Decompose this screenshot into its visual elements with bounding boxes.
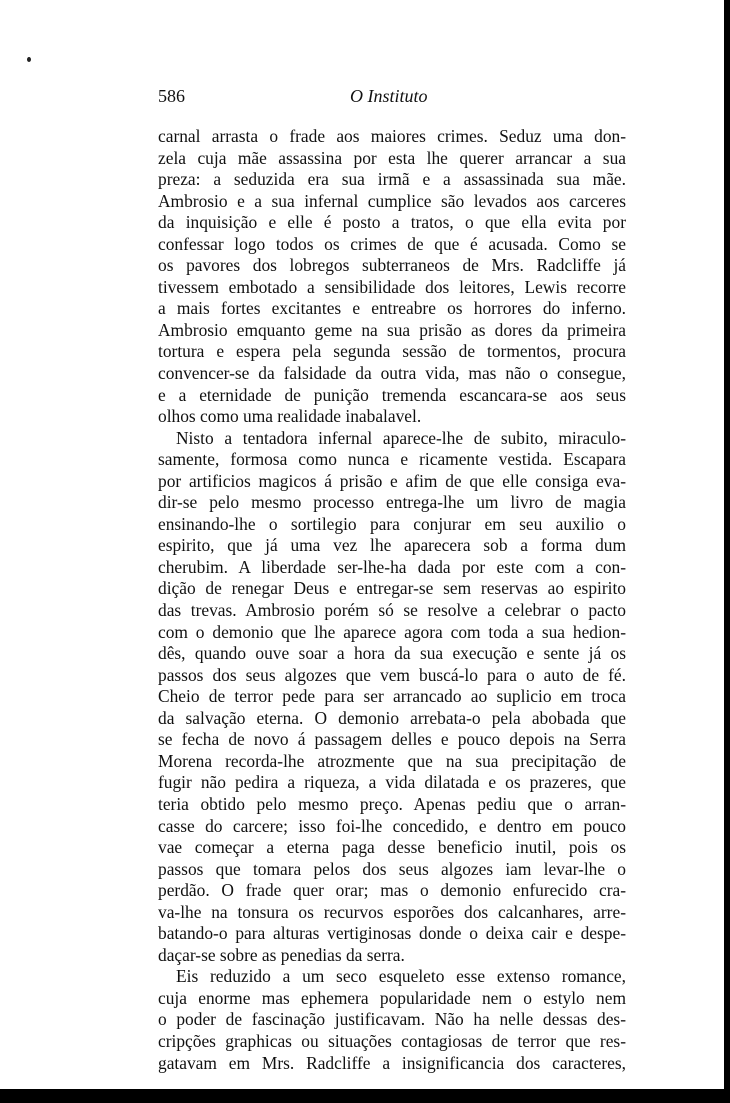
text-line: cuja enorme mas ephemera popularidade nem o estylo nem	[158, 987, 626, 1008]
text-line: zela cuja mãe assassina por esta lhe querer arrancar a sua	[158, 147, 626, 168]
text-line: cherubim. A liberdade ser-lhe-ha dada por este com a con-	[158, 556, 626, 577]
text-line: dês, quando ouve soar a hora da sua execução e sente já os	[158, 643, 626, 664]
text-line: ensinando-lhe o sortilegio para conjurar em seu auxilio o	[158, 513, 626, 534]
text-line: Cheio de terror pede para ser arrancado ao suplicio em troca	[158, 686, 626, 707]
text-line: teria obtido pelo mesmo preço. Apenas pediu que o arran-	[158, 793, 626, 814]
text-line: samente, formosa como nunca e ricamente vestida. Escapara	[158, 449, 626, 470]
body-text	[158, 126, 626, 1074]
text-line: va-lhe na tonsura os recurvos esporões dos calcanhares, arre-	[158, 901, 626, 922]
text-line: a mais fortes excitantes e entreabre os horrores do inferno.	[158, 298, 626, 319]
page-header	[158, 86, 626, 112]
text-line: tortura e espera pela segunda sessão de tormentos, procura	[158, 341, 626, 362]
text-line: os pavores dos lobregos subterraneos de Mrs. Radcliffe já	[158, 255, 626, 276]
text-line: da salvação eterna. O demonio arrebata-o pela abobada que	[158, 707, 626, 728]
text-line: preza: a seduzida era sua irmã e a assassinada sua mãe.	[158, 169, 626, 190]
text-line: perdão. O frade quer orar; mas o demonio enfurecido cra-	[158, 880, 626, 901]
text-line: tivessem embotado a sensibilidade dos leitores, Lewis recorre	[158, 276, 626, 297]
text-line: olhos como uma realidade inabalavel.	[158, 406, 422, 427]
text-line: gatavam em Mrs. Radcliffe a insignificancia dos caracteres,	[158, 1052, 626, 1073]
scan-border-bottom	[0, 1089, 730, 1103]
text-line: se fecha de novo á passagem delles e pouco depois na Serra	[158, 729, 626, 750]
scan-border-right	[724, 0, 730, 1103]
text-line: da inquisição e elle é posto a tratos, o que ella evita por	[158, 212, 626, 233]
page-number: 586	[158, 86, 185, 106]
text-line: Eis reduzido a um seco esqueleto esse extenso romance,	[176, 966, 626, 987]
scan-speck	[27, 57, 31, 62]
text-line: daçar-se sobre as penedias da serra.	[158, 944, 405, 965]
text-line: o poder de fascinação justificavam. Não ha nelle dessas des-	[158, 1009, 626, 1030]
text-line: convencer-se da falsidade da outra vida, mas não o consegue,	[158, 363, 626, 384]
text-line: das trevas. Ambrosio porém só se resolve a celebrar o pacto	[158, 600, 626, 621]
text-line: espirito, que já uma vez lhe aparecera sob a forma dum	[158, 535, 626, 556]
text-line: batando-o para alturas vertiginosas donde o deixa cair e despe-	[158, 923, 626, 944]
running-title: O Instituto	[350, 86, 428, 106]
text-line: dir-se pelo mesmo processo entrega-lhe um livro de magia	[158, 492, 626, 513]
text-line: passos que tomara pelos dos seus algozes iam levar-lhe o	[158, 858, 626, 879]
text-line: casse do carcere; isso foi-lhe concedido, e dentro em pouco	[158, 815, 626, 836]
text-line: vae começar a eterna paga desse beneficio inutil, pois os	[158, 837, 626, 858]
text-line: cripções graphicas ou situações contagiosas de terror que res-	[158, 1030, 626, 1051]
text-line: fugir não pedira a riqueza, a vida dilatada e os prazeres, que	[158, 772, 626, 793]
text-line: dição de renegar Deus e entregar-se sem reservas ao espirito	[158, 578, 626, 599]
text-line: Ambrosio e a sua infernal cumplice são levados aos carceres	[158, 190, 626, 211]
text-line: Ambrosio emquanto geme na sua prisão as dores da primeira	[158, 319, 626, 340]
text-line: passos dos seus algozes que vem buscá-lo para o auto de fé.	[158, 664, 626, 685]
text-line: com o demonio que lhe aparece agora com toda a sua hedion-	[158, 621, 626, 642]
text-line: e a eternidade de punição tremenda escancara-se aos seus	[158, 384, 626, 405]
text-line: Nisto a tentadora infernal aparece-lhe de subito, miraculo-	[176, 427, 626, 448]
text-line: carnal arrasta o frade aos maiores crimes. Seduz uma don-	[158, 126, 626, 146]
text-line: confessar logo todos os crimes de que é acusada. Como se	[158, 233, 626, 254]
text-line: Morena recorda-lhe atrozmente que na sua precipitação de	[158, 750, 626, 771]
text-line: por artificios magicos á prisão e afim de que elle consiga eva-	[158, 470, 626, 491]
